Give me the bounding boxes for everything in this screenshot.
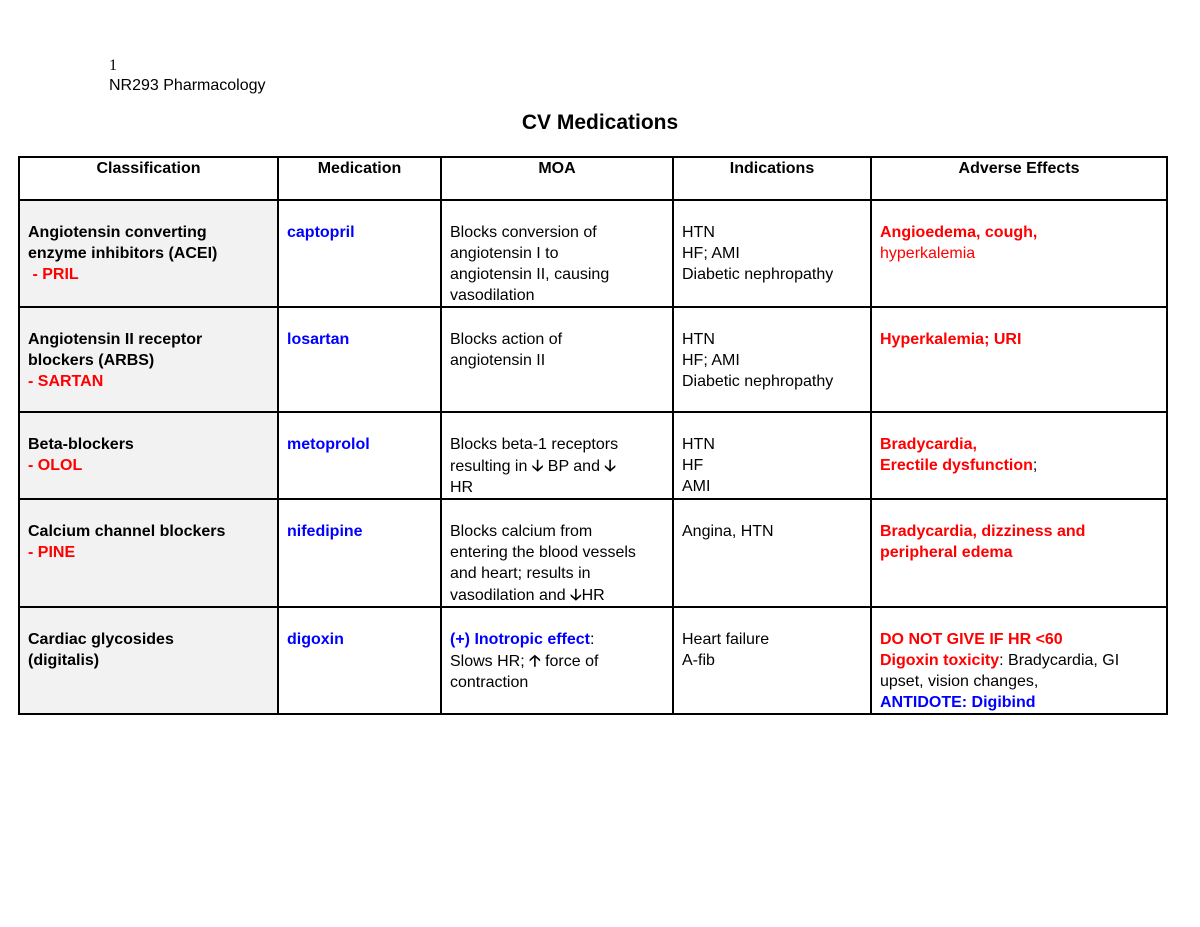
medication-name: metoprolol xyxy=(287,436,370,453)
medication-cell xyxy=(278,307,441,412)
page-number: 1 xyxy=(109,57,117,74)
moa-line: entering the blood vessels xyxy=(450,544,636,561)
indication-line: Angina, HTN xyxy=(682,523,774,540)
adverse-effects-cell xyxy=(871,499,1167,607)
indications-cell xyxy=(673,200,871,307)
document-title: CV Medications xyxy=(521,111,679,134)
adverse-effect-punct: ; xyxy=(1032,457,1038,474)
adverse-effect-line xyxy=(880,455,1158,476)
adverse-effects-cell xyxy=(871,607,1167,714)
drug-suffix: - PINE xyxy=(28,544,76,561)
arrow-down-icon: 🡣 xyxy=(604,456,616,475)
indication-line: HTN xyxy=(682,331,715,348)
moa-line: and heart; results in xyxy=(450,565,591,582)
indication-line: Heart failure xyxy=(682,631,770,648)
medication-name: digoxin xyxy=(287,631,344,648)
antidote-label: ANTIDOTE: Digibind xyxy=(880,694,1036,711)
moa-line xyxy=(450,455,664,477)
moa-text: HR xyxy=(581,587,605,604)
adverse-effect-minor: hyperkalemia xyxy=(880,245,976,262)
moa-cell xyxy=(441,307,673,412)
indications-cell xyxy=(673,607,871,714)
arrow-down-icon: 🡣 xyxy=(570,585,582,604)
header-moa: MOA xyxy=(441,157,673,200)
moa-line xyxy=(450,584,664,606)
classification-cell xyxy=(19,307,278,412)
table-row xyxy=(19,307,1167,412)
table-row xyxy=(19,607,1167,714)
moa-text: resulting in xyxy=(450,458,532,475)
moa-cell xyxy=(441,607,673,714)
moa-line: angiotensin II, causing xyxy=(450,266,610,283)
indication-line: HTN xyxy=(682,436,715,453)
medication-cell xyxy=(278,412,441,499)
drug-suffix: - SARTAN xyxy=(28,373,104,390)
indication-line: Diabetic nephropathy xyxy=(682,266,834,283)
adverse-effect-major: Erectile dysfunction xyxy=(880,457,1033,474)
indications-cell xyxy=(673,307,871,412)
header-medication: Medication xyxy=(278,157,441,200)
header-adverse-effects: Adverse Effects xyxy=(871,157,1167,200)
adverse-effect-major: peripheral edema xyxy=(880,544,1013,561)
medication-name: losartan xyxy=(287,331,350,348)
moa-cell xyxy=(441,412,673,499)
medication-name: nifedipine xyxy=(287,523,363,540)
medication-name: captopril xyxy=(287,224,355,241)
adverse-effects-cell xyxy=(871,307,1167,412)
indication-line: Diabetic nephropathy xyxy=(682,373,834,390)
moa-cell xyxy=(441,499,673,607)
drug-suffix: - OLOL xyxy=(28,457,83,474)
moa-cell xyxy=(441,200,673,307)
moa-text: : xyxy=(590,631,595,648)
arrow-down-icon: 🡣 xyxy=(531,456,544,475)
moa-line: Blocks calcium from xyxy=(450,523,593,540)
toxicity-text: : Bradycardia, GI xyxy=(999,652,1120,669)
medication-cell xyxy=(278,499,441,607)
adverse-effect-major: Bradycardia, xyxy=(880,436,977,453)
medication-cell xyxy=(278,607,441,714)
indications-cell xyxy=(673,499,871,607)
moa-text: vasodilation and xyxy=(450,587,571,604)
toxicity-label: Digoxin toxicity xyxy=(880,652,1000,669)
adverse-effects-cell xyxy=(871,412,1167,499)
adverse-effect-major: Angioedema, cough, xyxy=(880,224,1038,241)
indication-line: HTN xyxy=(682,224,715,241)
moa-line: angiotensin II xyxy=(450,352,546,369)
indication-line: HF; AMI xyxy=(682,245,740,262)
medication-cell xyxy=(278,200,441,307)
indications-cell xyxy=(673,412,871,499)
moa-line xyxy=(450,650,664,672)
medications-table xyxy=(18,156,1168,715)
inotropic-effect-label: (+) Inotropic effect xyxy=(450,631,591,648)
moa-line: Blocks conversion of xyxy=(450,224,597,241)
moa-line: HR xyxy=(450,479,474,496)
moa-text: BP and xyxy=(543,458,605,475)
classification-cell xyxy=(19,607,278,714)
adverse-effects-cell xyxy=(871,200,1167,307)
drug-suffix: - PRIL xyxy=(28,266,79,283)
classification-line: Angiotensin converting xyxy=(28,224,207,241)
moa-line: contraction xyxy=(450,674,529,691)
moa-line: Blocks action of xyxy=(450,331,563,348)
toxicity-text: upset, vision changes, xyxy=(880,673,1039,690)
classification-line: Beta-blockers xyxy=(28,436,134,453)
indication-line: A-fib xyxy=(682,652,715,669)
moa-line: angiotensin I to xyxy=(450,245,559,262)
classification-line: enzyme inhibitors (ACEI) xyxy=(28,245,218,262)
classification-line: Cardiac glycosides xyxy=(28,631,174,648)
table-row xyxy=(19,499,1167,607)
classification-line: Calcium channel blockers xyxy=(28,523,226,540)
table-row xyxy=(19,200,1167,307)
header-classification: Classification xyxy=(19,157,278,200)
classification-line: Angiotensin II receptor xyxy=(28,331,203,348)
arrow-up-icon: 🡡 xyxy=(529,651,541,670)
indication-line: AMI xyxy=(682,478,711,495)
indication-line: HF xyxy=(682,457,704,474)
indication-line: HF; AMI xyxy=(682,352,740,369)
moa-text: Slows HR; xyxy=(450,653,530,670)
adverse-warning: DO NOT GIVE IF HR <60 xyxy=(880,631,1063,648)
adverse-effect-line xyxy=(880,650,1158,671)
course-title: NR293 Pharmacology xyxy=(109,77,266,94)
classification-cell xyxy=(19,200,278,307)
classification-cell xyxy=(19,499,278,607)
classification-line: (digitalis) xyxy=(28,652,100,669)
table-row xyxy=(19,412,1167,499)
moa-line: vasodilation xyxy=(450,287,535,304)
classification-line: blockers (ARBS) xyxy=(28,352,155,369)
adverse-effect-major: Bradycardia, dizziness and xyxy=(880,523,1086,540)
table-header-row xyxy=(19,157,1167,200)
adverse-effect-major: Hyperkalemia; URI xyxy=(880,331,1022,348)
header-indications: Indications xyxy=(673,157,871,200)
moa-line: Blocks beta-1 receptors xyxy=(450,436,619,453)
classification-cell xyxy=(19,412,278,499)
moa-text: force of xyxy=(540,653,599,670)
moa-line xyxy=(450,629,664,650)
